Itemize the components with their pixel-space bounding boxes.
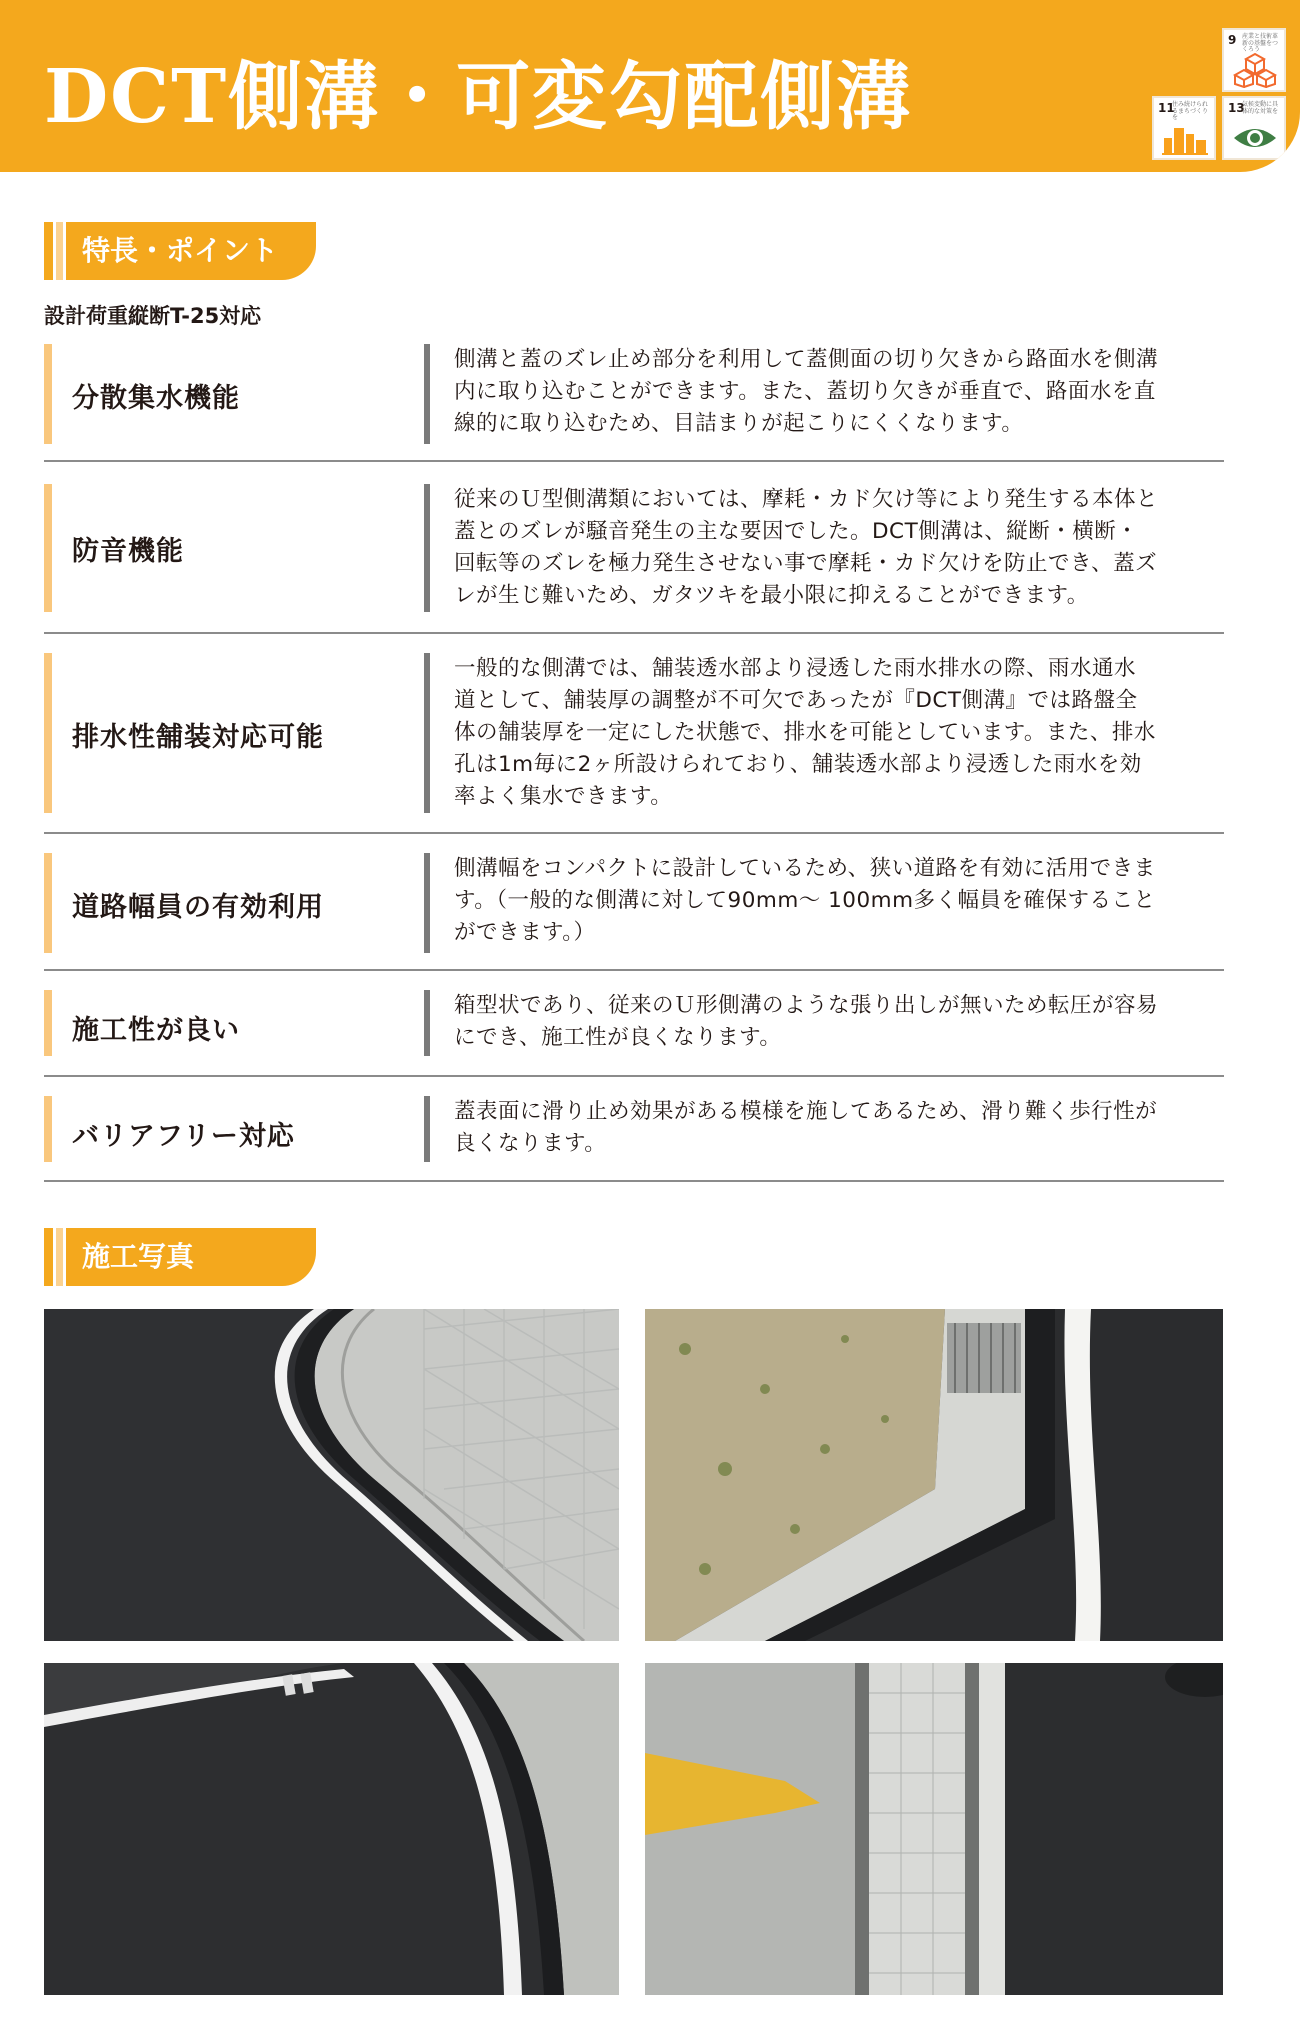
feature-row <box>44 344 1224 462</box>
header-banner <box>0 0 1300 172</box>
feature-label: 施工性が良い <box>72 1015 240 1046</box>
sdg-9-icon <box>1222 28 1286 92</box>
row-divider-bar <box>424 484 430 612</box>
description-line: 側溝幅をコンパクトに設計しているため、狭い道路を有効に活用できま <box>454 856 1156 881</box>
row-accent-bar <box>44 990 52 1056</box>
eye-earth-icon <box>1230 120 1280 156</box>
feature-row <box>44 990 1224 1077</box>
description-line: 従来のＵ型側溝類においては、摩耗・カド欠け等により発生する本体と <box>454 487 1159 512</box>
row-divider-bar <box>424 990 430 1056</box>
feature-description <box>454 344 1224 440</box>
sdg-text: 住み続けられるまちづくりを <box>1172 101 1209 122</box>
section-tab-photos <box>44 1228 316 1286</box>
feature-row <box>44 853 1224 971</box>
cubes-icon <box>1230 52 1280 88</box>
feature-description <box>454 653 1224 813</box>
tab-accent-bar <box>44 222 53 280</box>
description-line: にでき、施工性が良くなります。 <box>454 1025 782 1050</box>
feature-row <box>44 653 1224 834</box>
description-line: 体の舗装厚を一定にした状態で、排水を可能としています。また、排水 <box>454 720 1156 745</box>
sdg-number: 11 <box>1158 101 1175 115</box>
description-line: 回転等のズレを極力発生させない事で摩耗・カド欠けを防止でき、蓋ズ <box>454 551 1158 576</box>
section-tab-features <box>44 222 316 280</box>
feature-label: 分散集水機能 <box>72 383 240 414</box>
feature-label: バリアフリー対応 <box>72 1121 295 1152</box>
straight-gutter-image <box>645 1663 1223 1995</box>
description-line: 内に取り込むことができます。また、蓋切り欠きが垂直で、路面水を直 <box>454 379 1156 404</box>
description-line: 側溝と蓋のズレ止め部分を利用して蓋側面の切り欠きから路面水を側溝 <box>454 347 1159 372</box>
row-divider-bar <box>424 1096 430 1162</box>
description-line: 良くなります。 <box>454 1131 607 1156</box>
feature-row <box>44 1096 1224 1182</box>
description-line: す。（一般的な側溝に対して90mm～ 100mm多く幅員を確保すること <box>454 888 1156 913</box>
row-divider-bar <box>424 344 430 444</box>
feature-label: 排水性舗装対応可能 <box>72 722 324 753</box>
city-icon <box>1160 120 1210 156</box>
feature-label: 防音機能 <box>72 536 184 567</box>
sdg-number: 9 <box>1228 33 1237 47</box>
sdg-text: 気候変動に具体的な対策を <box>1242 101 1279 115</box>
row-divider-bar <box>424 653 430 813</box>
description-line: 孔は1m毎に2ヶ所設けられており、舗装透水部より浸透した雨水を効 <box>454 752 1142 777</box>
construction-photo-2 <box>645 1309 1223 1641</box>
feature-row <box>44 484 1224 634</box>
feature-label: 道路幅員の有効利用 <box>72 892 324 923</box>
tab-accent-bar-light <box>56 1228 63 1286</box>
description-line: 蓋とのズレが騒音発生の主な要因でした。DCT側溝は、縦断・横断・ <box>454 519 1139 544</box>
row-accent-bar <box>44 484 52 612</box>
construction-photo-3 <box>44 1663 619 1995</box>
section-title: 施工写真 <box>66 1228 316 1286</box>
row-accent-bar <box>44 1096 52 1162</box>
description-line: 蓋表面に滑り止め効果がある模様を施してあるため、滑り難く歩行性が <box>454 1099 1158 1124</box>
page-title: DCT側溝・可変勾配側溝 <box>44 54 913 140</box>
description-line: レが生じ難いため、ガタツキを最小限に抑えることができます。 <box>454 583 1089 608</box>
description-line: 率よく集水できます。 <box>454 784 673 809</box>
road-curve-fence-image <box>44 1309 619 1641</box>
description-line: 線的に取り込むため、目詰まりが起こりにくくなります。 <box>454 411 1024 436</box>
sdg-text: 産業と技術革新の基盤をつくろう <box>1242 33 1279 54</box>
section-title: 特長・ポイント <box>66 222 316 280</box>
row-accent-bar <box>44 344 52 444</box>
sdg-11-icon <box>1152 96 1216 160</box>
load-spec-subtitle: 設計荷重縦断T-25対応 <box>44 304 262 328</box>
feature-description <box>454 990 1224 1054</box>
description-line: 箱型状であり、従来のＵ形側溝のような張り出しが無いため転圧が容易 <box>454 993 1159 1018</box>
feature-description <box>454 1096 1224 1160</box>
road-bend-image <box>44 1663 619 1995</box>
feature-description <box>454 484 1224 612</box>
row-accent-bar <box>44 653 52 813</box>
description-line: 道として、舗装厚の調整が不可欠であったが『DCT側溝』では路盤全 <box>454 688 1138 713</box>
tab-accent-bar-light <box>56 222 63 280</box>
sdg-number: 13 <box>1228 101 1245 115</box>
description-line: 一般的な側溝では、舗装透水部より浸透した雨水排水の際、雨水通水 <box>454 656 1137 681</box>
row-divider-bar <box>424 853 430 953</box>
sdg-13-icon <box>1222 96 1286 160</box>
construction-photo-4 <box>645 1663 1223 1995</box>
tab-accent-bar <box>44 1228 53 1286</box>
feature-description <box>454 853 1224 949</box>
construction-photo-1 <box>44 1309 619 1641</box>
row-accent-bar <box>44 853 52 953</box>
description-line: ができます。） <box>454 920 596 945</box>
gutter-grass-road-image <box>645 1309 1223 1641</box>
